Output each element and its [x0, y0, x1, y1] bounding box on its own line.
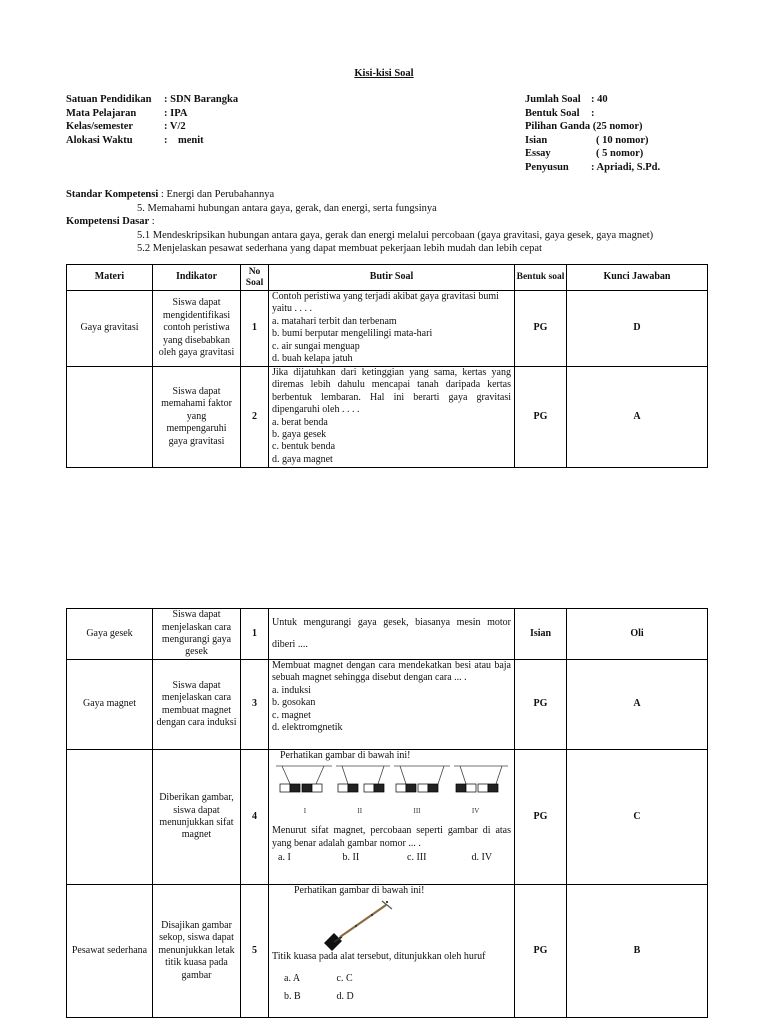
figure-labels — [278, 805, 505, 817]
kompetensi-label: Kompetensi Dasar — [66, 216, 150, 227]
cell-butir-soal — [269, 367, 515, 468]
option-item: d. buah kelapa jatuh — [272, 353, 353, 365]
question-text: Menurut sifat magnet, percobaan seperti gambar di atas yang benar adalah gambar nomor ... . — [272, 825, 511, 849]
cell-bentuk: PG — [515, 750, 567, 885]
options-row — [272, 852, 511, 864]
standar-item: 5. Memahami hubungan antara gaya, gerak, dan energi, serta fungsinya — [137, 202, 437, 214]
document-title: Kisi-kisi Soal — [354, 68, 414, 79]
option-item: d. D — [336, 990, 354, 1002]
table-row — [67, 367, 708, 468]
kisi-table-2 — [66, 608, 708, 1018]
cell-materi — [67, 750, 153, 885]
meta-value: : 40 — [591, 94, 608, 105]
magnet-figure-icon — [272, 762, 510, 800]
cell-indikator: Siswa dapat memahami faktor yang mempengaruhi gaya gravitasi — [153, 367, 241, 468]
cell-bentuk: PG — [515, 660, 567, 750]
header-bentuk-soal: Bentuk soal — [515, 265, 567, 291]
meta-value: ( 10 nomor) — [596, 134, 649, 146]
meta-value: : menit — [164, 134, 204, 146]
magnet-figure — [272, 762, 511, 817]
option-item: a. berat benda — [272, 416, 328, 428]
meta-label: Satuan Pendidikan — [66, 94, 152, 105]
meta-left — [66, 93, 238, 147]
cell-no: 1 — [241, 609, 269, 660]
table-row — [67, 750, 708, 885]
cell-no: 4 — [241, 750, 269, 885]
meta-right — [525, 93, 660, 175]
kompetensi-item: 5.2 Menjelaskan pesawat sederhana yang dapat membuat pekerjaan lebih mudah dan lebih cepat — [137, 243, 542, 254]
cell-indikator: Siswa dapat menjelaskan cara mengurangi gaya gesek — [153, 609, 241, 660]
cell-materi: Gaya magnet — [67, 660, 153, 750]
meta-value: ( 5 nomor) — [596, 148, 644, 160]
shovel-figure — [272, 897, 511, 951]
meta-label: Jumlah Soal — [525, 94, 581, 105]
cell-no: 1 — [241, 291, 269, 367]
table-row — [67, 885, 708, 1018]
cell-materi — [67, 367, 153, 468]
meta-label: Bentuk Soal — [525, 107, 580, 119]
cell-materi: Pesawat sederhana — [67, 885, 153, 1018]
cell-bentuk: PG — [515, 367, 567, 468]
option-item: a. A — [284, 972, 301, 984]
shovel-icon — [320, 897, 400, 951]
table-header — [67, 265, 708, 291]
cell-kunci: B — [567, 885, 708, 1018]
cell-kunci: A — [567, 660, 708, 750]
cell-indikator: Diberikan gambar, siswa dapat menunjukkan sifat magnet — [153, 750, 241, 885]
meta-label: Essay — [525, 148, 551, 160]
table-row — [67, 609, 708, 660]
meta-value: : SDN Barangka — [164, 94, 239, 105]
meta-label: Alokasi Waktu — [66, 134, 133, 146]
option-item: a. induksi — [272, 684, 311, 696]
option-item: d. elektromgnetik — [272, 722, 343, 734]
cell-kunci: A — [567, 367, 708, 468]
cell-butir-soal — [269, 660, 515, 750]
cell-materi: Gaya gravitasi — [67, 291, 153, 367]
figure-label: II — [357, 806, 363, 815]
header-no-soal: No Soal — [241, 265, 269, 291]
meta-label: Pilihan Ganda (25 nomor) — [525, 121, 643, 133]
cell-indikator: Siswa dapat mengidentifikasi contoh peristiwa yang disebabkan oleh gaya gravitasi — [153, 291, 241, 367]
competency-section — [66, 188, 653, 256]
question-text: Untuk mengurangi gaya gesek, biasanya mesin motor diberi .... — [272, 617, 511, 650]
meta-value: : Apriadi, S.Pd. — [591, 161, 661, 173]
kisi-table-1 — [66, 264, 708, 468]
kompetensi-value: : — [149, 216, 155, 227]
question-text: Titik kuasa pada alat tersebut, ditunjukkan oleh huruf — [272, 951, 486, 963]
table-row — [67, 660, 708, 750]
meta-label: Kelas/semester — [66, 121, 134, 133]
meta-label: Penyusun — [525, 161, 569, 173]
meta-value: : IPA — [164, 107, 188, 119]
option-item: b. B — [284, 990, 301, 1002]
option-item: b. gosokan — [272, 697, 316, 709]
cell-no: 3 — [241, 660, 269, 750]
cell-materi: Gaya gesek — [67, 609, 153, 660]
option-item: c. III — [407, 852, 427, 864]
table-row — [67, 291, 708, 367]
figure-label: III — [413, 806, 421, 815]
option-item: c. C — [336, 972, 353, 984]
question-text: Jika dijatuhkan dari ketinggian yang sama, kertas yang diremas lebih dahulu mencapai tanah daripada kertas berbentuk lembaran. Hal ini berarti gaya gravitasi dipengaruhi oleh . . . . — [272, 367, 511, 416]
cell-indikator: Disajikan gambar sekop, siswa dapat menunjukkan letak titik kuasa pada gambar — [153, 885, 241, 1018]
option-item: c. magnet — [272, 709, 311, 721]
option-item: a. I — [278, 852, 291, 864]
cell-no: 2 — [241, 367, 269, 468]
figure-label: IV — [471, 806, 480, 815]
cell-butir-soal — [269, 609, 515, 660]
cell-indikator: Siswa dapat menjelaskan cara membuat magnet dengan cara induksi — [153, 660, 241, 750]
meta-label: Isian — [525, 134, 548, 146]
header-kunci-jawaban: Kunci Jawaban — [567, 265, 708, 291]
cell-butir-soal — [269, 291, 515, 367]
cell-kunci: D — [567, 291, 708, 367]
cell-bentuk: PG — [515, 291, 567, 367]
header-materi: Materi — [67, 265, 153, 291]
option-item: b. bumi berputar mengelilingi mata-hari — [272, 328, 433, 340]
standar-value: : Energi dan Perubahannya — [160, 189, 275, 200]
option-item: a. matahari terbit dan terbenam — [272, 315, 397, 327]
cell-no: 5 — [241, 885, 269, 1018]
header-indikator: Indikator — [153, 265, 241, 291]
option-item: c. air sungai menguap — [272, 340, 360, 352]
question-intro: Perhatikan gambar di bawah ini! — [280, 750, 411, 761]
question-text: Membuat magnet dengan cara mendekatkan besi atau baja sebuah magnet sehingga disebut dengan cara ... . — [272, 660, 511, 684]
option-item: c. bentuk benda — [272, 441, 336, 453]
figure-label: I — [303, 806, 307, 815]
meta-value: : V/2 — [164, 121, 186, 133]
cell-kunci: C — [567, 750, 708, 885]
meta-label: Mata Pelajaran — [66, 107, 137, 119]
meta-value: : — [591, 107, 595, 119]
option-item: b. II — [342, 852, 360, 864]
cell-butir-soal — [269, 885, 515, 1018]
cell-butir-soal — [269, 750, 515, 885]
cell-bentuk: PG — [515, 885, 567, 1018]
standar-label: Standar Kompetensi — [66, 189, 159, 200]
option-item: d. gaya magnet — [272, 453, 333, 465]
question-intro: Perhatikan gambar di bawah ini! — [294, 885, 425, 896]
header-butir-soal: Butir Soal — [269, 265, 515, 291]
options-row — [272, 970, 511, 1006]
cell-kunci: Oli — [567, 609, 708, 660]
kompetensi-item: 5.1 Mendeskripsikan hubungan antara gaya, gerak dan energi melalui percobaan (gaya gravitasi, gaya gesek, gaya magnet) — [137, 229, 654, 241]
cell-bentuk: Isian — [515, 609, 567, 660]
question-text: Contoh peristiwa yang terjadi akibat gaya gravitasi bumi yaitu . . . . — [272, 291, 499, 315]
option-item: b. gaya gesek — [272, 429, 327, 441]
option-item: d. IV — [471, 852, 493, 864]
